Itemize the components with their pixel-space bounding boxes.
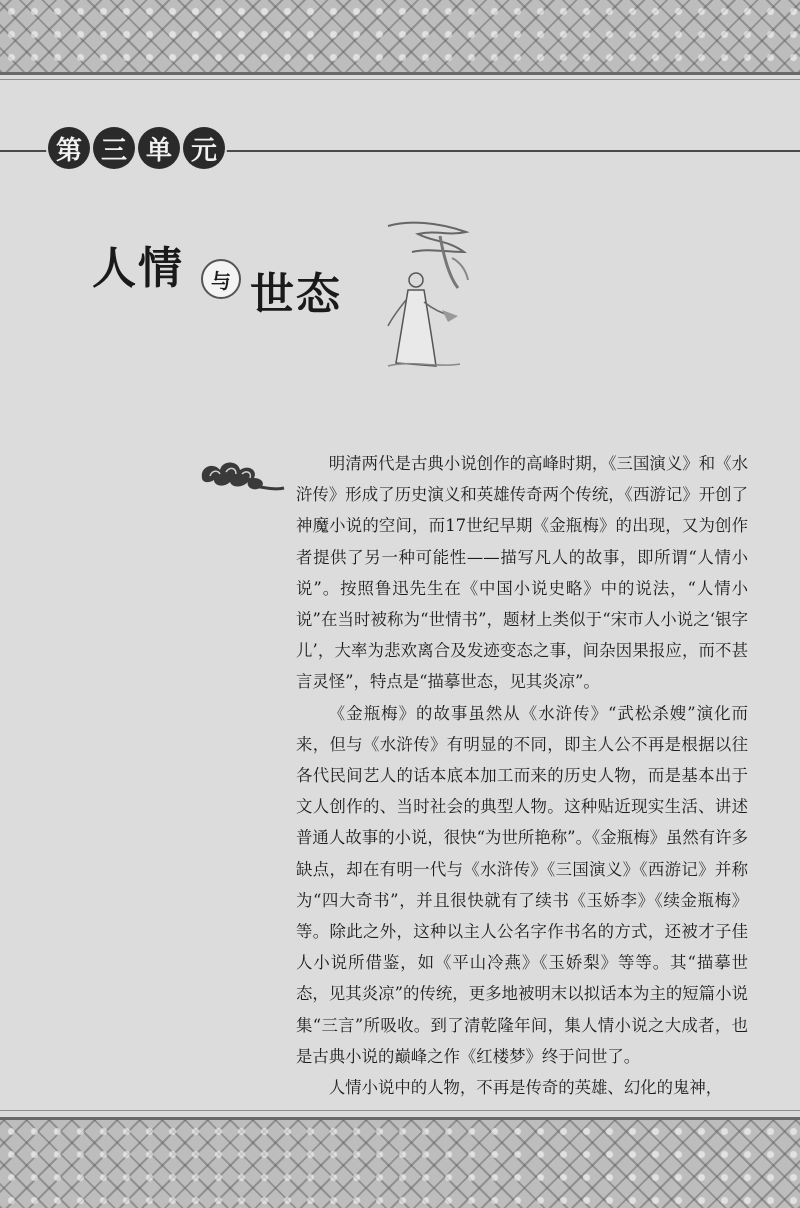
unit-heading — [48, 127, 225, 169]
scholar-illustration — [378, 218, 470, 373]
unit-char: 三 — [93, 127, 135, 169]
unit-char: 第 — [48, 127, 90, 169]
paragraph: 《金瓶梅》的故事虽然从《水浒传》“武松杀嫂”演化而来，但与《水浒传》有明显的不同，即主人公不再是根据以往各代民间艺人的话本底本加工而来的历史人物，而是基本出于文人创作的、当时社会的典型人物。这种贴近现实生活、讲述普通人故事的小说，很快“为世所艳称”。《金瓶梅》虽然有许多缺点，却在有明一代与《水浒传》《三国演义》《西游记》并称为“四大奇书”，并且很快就有了续书《玉娇李》《续金瓶梅》等。除此之外，这种以主人公名字作书名的方式，还被才子佳人小说所借鉴，如《平山冷燕》《玉娇梨》等等。其“描摹世态，见其炎凉”的传统，更多地被明末以拟话本为主的短篇小说集“三言”所吸收。到了清乾隆年间，集人情小说之大成者，也是古典小说的巅峰之作《红楼梦》终于问世了。 — [296, 703, 748, 1066]
paragraph: 人情小说中的人物，不再是传奇的英雄、幻化的鬼神， — [328, 1078, 723, 1098]
unit-char: 元 — [183, 127, 225, 169]
paragraph: 明清两代是古典小说创作的高峰时期，《三国演义》和《水浒传》形成了历史演义和英雄传奇两个传统，《西游记》开创了神魔小说的空间，而17世纪早期《金瓶梅》的出现，又为创作者提供了另一种可能性——描写凡人的故事，即所谓“人情小说”。按照鲁迅先生在《中国小说史略》中的说法，“人情小说”在当时被称为“世情书”，题材上类似于“宋市人小说之‘银字儿’，大率为悲欢离合及发迹变态之事，间杂因果报应，而不甚言灵怪”，特点是“描摹世态，见其炎凉”。 — [296, 454, 748, 692]
top-divider — [0, 79, 800, 80]
body-text — [296, 448, 748, 1103]
bottom-ornament-band — [0, 1117, 800, 1208]
bottom-divider — [0, 1110, 800, 1111]
page-title-part1: 人情 — [92, 243, 184, 294]
unit-char: 单 — [138, 127, 180, 169]
cloud-ornament-icon — [196, 452, 286, 502]
title-conjunction-badge: 与 — [201, 259, 241, 299]
page-title-part2: 世态 — [250, 269, 342, 320]
top-ornament-band — [0, 0, 800, 75]
